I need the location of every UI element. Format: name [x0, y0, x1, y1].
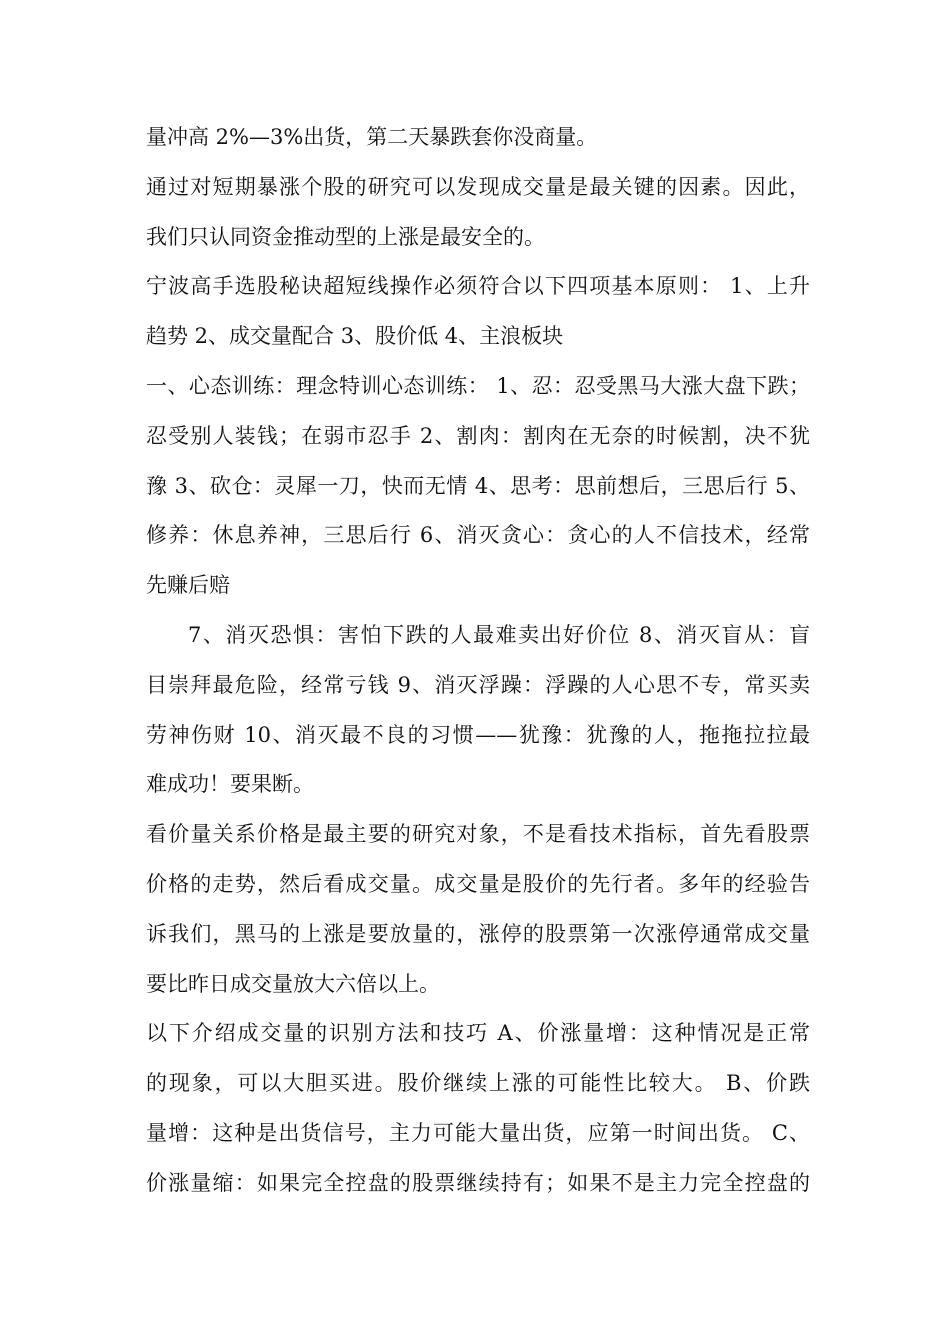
text-line: 趋势 2、成交量配合 3、股价低 4、主浪板块: [146, 324, 564, 349]
text-line: 要比昨日成交量放大六倍以上。: [146, 971, 440, 996]
text-line: 一、心态训练：理念特训心态训练： 1、忍：忍受黑马大涨大盘下跌；: [146, 373, 810, 398]
text-line: 7、消灭恐惧：害怕下跌的人最难卖出好价位 8、消灭盲从：盲: [188, 622, 810, 647]
text-line: 价格的走势，然后看成交量。成交量是股价的先行者。多年的经验告: [146, 871, 810, 896]
text-line: 宁波高手选股秘诀超短线操作必须符合以下四项基本原则： 1、上升: [146, 274, 810, 299]
text-line: 量冲高 2%—3%出货，第二天暴跌套你没商量。: [146, 125, 598, 149]
text-line: 先赚后赔: [146, 573, 230, 598]
text-line: 以下介绍成交量的识别方法和技巧 A、价涨量增：这种情况是正常: [146, 1021, 810, 1046]
text-line: 诉我们，黑马的上涨是要放量的，涨停的股票第一次涨停通常成交量: [146, 921, 810, 946]
body-text: [146, 113, 810, 1209]
text-line: 忍受别人装钱；在弱市忍手 2、割肉：割肉在无奈的时候割，决不犹: [146, 423, 810, 448]
text-line: 通过对短期暴涨个股的研究可以发现成交量是最关键的因素。因此，: [146, 174, 810, 199]
text-line: 豫 3、砍仓：灵犀一刀，快而无情 4、思考：思前想后，三思后行 5、: [146, 473, 810, 498]
text-line: 目崇拜最危险，经常亏钱 9、消灭浮躁：浮躁的人心思不专，常买卖: [146, 672, 810, 697]
text-line: 价涨量缩：如果完全控盘的股票继续持有；如果不是主力完全控盘的: [146, 1170, 810, 1195]
text-line: 看价量关系价格是最主要的研究对象，不是看技术指标，首先看股票: [146, 822, 810, 847]
text-line: 修养：休息养神，三思后行 6、消灭贪心：贪心的人不信技术，经常: [146, 523, 810, 548]
text-line: 我们只认同资金推动型的上涨是最安全的。: [146, 224, 545, 249]
text-line: 量增：这种是出货信号，主力可能大量出货，应第一时间出货。 C、: [146, 1120, 810, 1145]
text-line: 的现象，可以大胆买进。股价继续上涨的可能性比较大。 B、价跌: [146, 1071, 810, 1096]
text-line: 劳神伤财 10、消灭最不良的习惯——犹豫：犹豫的人，拖拖拉拉最: [146, 722, 810, 747]
text-line: 难成功！要果断。: [146, 772, 314, 797]
